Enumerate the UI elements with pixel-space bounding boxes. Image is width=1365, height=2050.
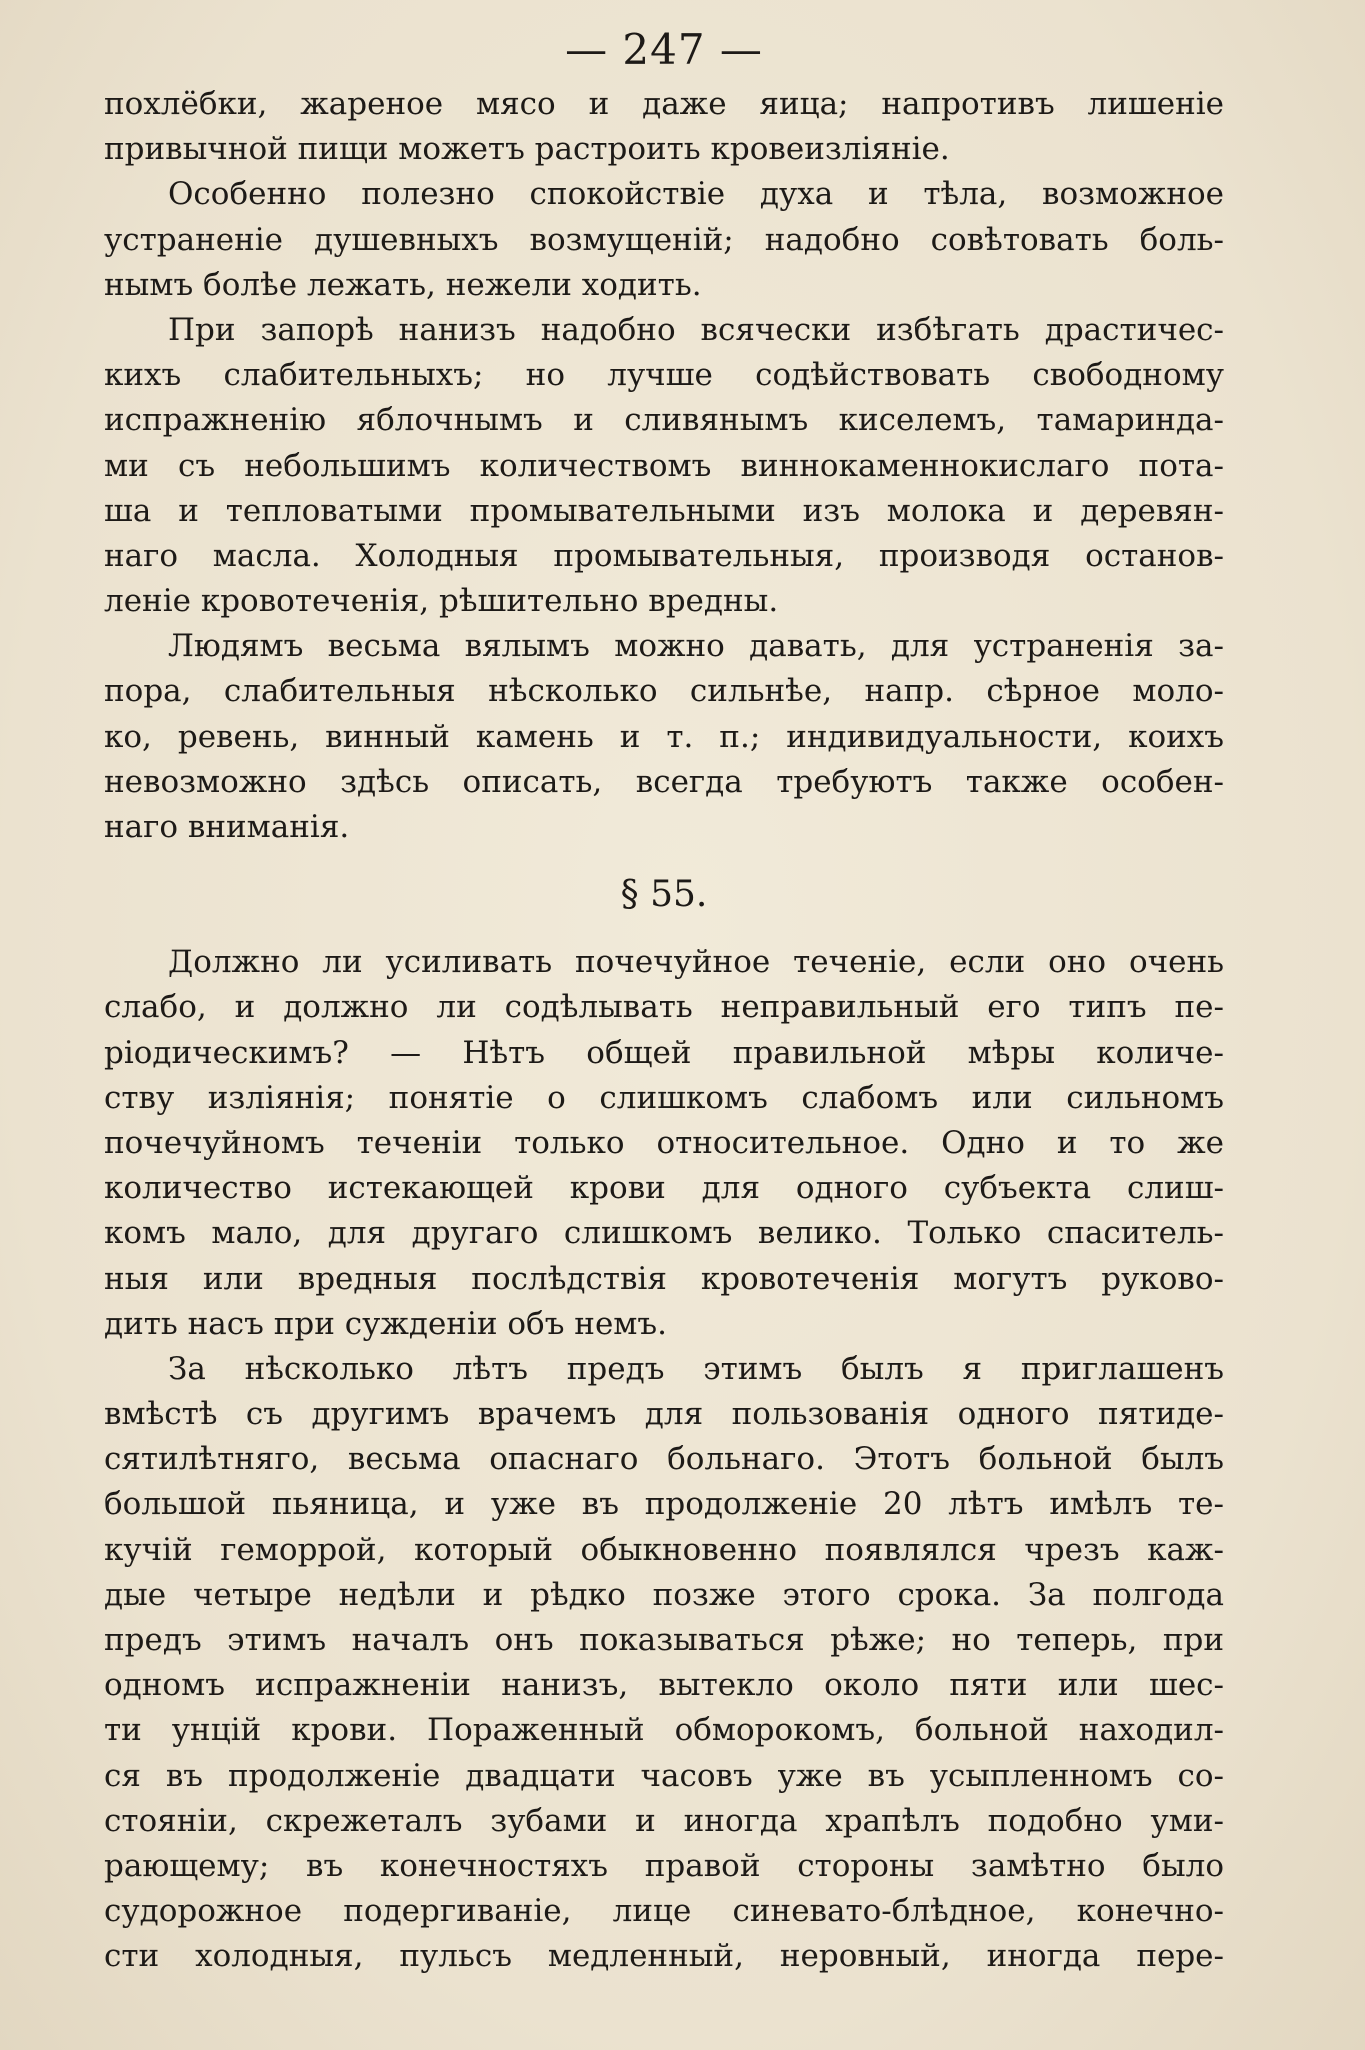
text-line: ріодическимъ? — Нѣтъ общей правильной мѣры количе- xyxy=(104,1034,1224,1071)
section-heading: § 55. xyxy=(620,874,708,916)
text-line: стояніи, скрежеталъ зубами и иногда храпѣлъ подобно уми- xyxy=(104,1802,1224,1839)
text-line: сятилѣтняго, весьма опаснаго больнаго. Этотъ больной былъ xyxy=(104,1441,1224,1478)
text-line: привычной пищи можетъ растроить кровеизліяніе. xyxy=(104,131,950,168)
text-line: дые четыре недѣли и рѣдко позже этого срока. За полгода xyxy=(104,1576,1224,1613)
text-line: рающему; въ конечностяхъ правой стороны замѣтно было xyxy=(104,1847,1224,1884)
paragraph xyxy=(104,172,1224,308)
paragraph xyxy=(104,1347,1224,1980)
page-content xyxy=(104,22,1224,1980)
text-line: испражненію яблочнымъ и сливянымъ киселемъ, тамариндa- xyxy=(104,402,1224,439)
text-line: ству изліянія; понятіе о слишкомъ слабомъ или сильномъ xyxy=(104,1079,1224,1116)
text-line: сти холодныя, пульсъ медленный, неровный, иногда пере- xyxy=(104,1938,1224,1975)
text-line: Должно ли усиливать почечуйное теченіе, если оно очень xyxy=(168,944,1224,981)
text-line: наго масла. Холодныя промывательныя, производя останов- xyxy=(104,537,1224,574)
text-line: слабо, и должно ли содѣлывать неправильный его типъ пе- xyxy=(104,989,1224,1026)
text-line: устраненіе душевныхъ возмущеній; надобно совѣтовать боль- xyxy=(104,221,1224,258)
text-line: количество истекающей крови для одного субъекта слиш- xyxy=(104,1170,1224,1207)
paragraph xyxy=(104,82,1224,172)
text-line: Людямъ весьма вялымъ можно давать, для устраненія за- xyxy=(168,628,1224,665)
page-number: — 247 — xyxy=(565,25,763,74)
text-line: судорожное подергиваніе, лице синевато-блѣдное, конечно- xyxy=(104,1893,1224,1930)
text-line: За нѣсколько лѣтъ предъ этимъ былъ я приглашенъ xyxy=(168,1350,1224,1387)
text-line: леніе кровотеченія, рѣшительно вредны. xyxy=(104,583,779,620)
text-line: невозможно здѣсь описать, всегда требуютъ также особен- xyxy=(104,763,1224,800)
text-line: комъ мало, для другаго слишкомъ велико. Только спаситель- xyxy=(104,1215,1224,1252)
text-line: кихъ слабительныхъ; но лучше содѣйствовать свободному xyxy=(104,357,1224,394)
text-line: одномъ испражненіи нанизъ, вытекло около пяти или шес- xyxy=(104,1667,1224,1704)
text-line: предъ этимъ началъ онъ показываться рѣже; но теперь, при xyxy=(104,1622,1224,1658)
body-text xyxy=(104,82,1224,1980)
text-line: похлёбки, жареное мясо и даже яица; напротивъ лишеніе xyxy=(104,86,1224,122)
text-line: При запорѣ нанизъ надобно всячески избѣгать драстичес- xyxy=(168,311,1224,348)
text-line: ми съ небольшимъ количествомъ виннокаменнокислаго пота- xyxy=(104,447,1224,484)
text-line: наго вниманія. xyxy=(104,809,350,845)
text-line: ко, ревень, винный камень и т. п.; индивидуальности, коихъ xyxy=(104,718,1224,755)
text-line: ныя или вредныя послѣдствія кровотеченія могутъ руково- xyxy=(104,1260,1224,1297)
paragraph xyxy=(104,624,1224,850)
text-line: ша и тепловатыми промывательными изъ молока и деревян- xyxy=(104,492,1224,529)
text-line: вмѣстѣ съ другимъ врачемъ для пользованія одного пятиде- xyxy=(104,1396,1224,1433)
text-line: дить насъ при сужденіи объ немъ. xyxy=(104,1305,667,1342)
text-line: ся въ продолженіе двадцати часовъ уже въ усыпленномъ со- xyxy=(104,1757,1224,1794)
text-line: большой пьяница, и уже въ продолженіе 20 лѣтъ имѣлъ те- xyxy=(104,1486,1224,1523)
text-line: ти унцій крови. Пораженный обморокомъ, больной находил- xyxy=(104,1712,1224,1749)
text-line: кучій геморрой, который обыкновенно появлялся чрезъ каж- xyxy=(104,1531,1224,1568)
text-line: Особенно полезно спокойствіе духа и тѣла, возможное xyxy=(168,176,1224,213)
text-line: нымъ болѣе лежать, нежели ходить. xyxy=(104,266,702,303)
paragraph xyxy=(104,940,1224,1347)
paragraph xyxy=(104,308,1224,624)
text-line: пора, слабительныя нѣсколько сильнѣе, напр. сѣрное моло- xyxy=(104,673,1224,710)
text-line: почечуйномъ теченіи только относительное. Одно и то же xyxy=(104,1124,1224,1161)
